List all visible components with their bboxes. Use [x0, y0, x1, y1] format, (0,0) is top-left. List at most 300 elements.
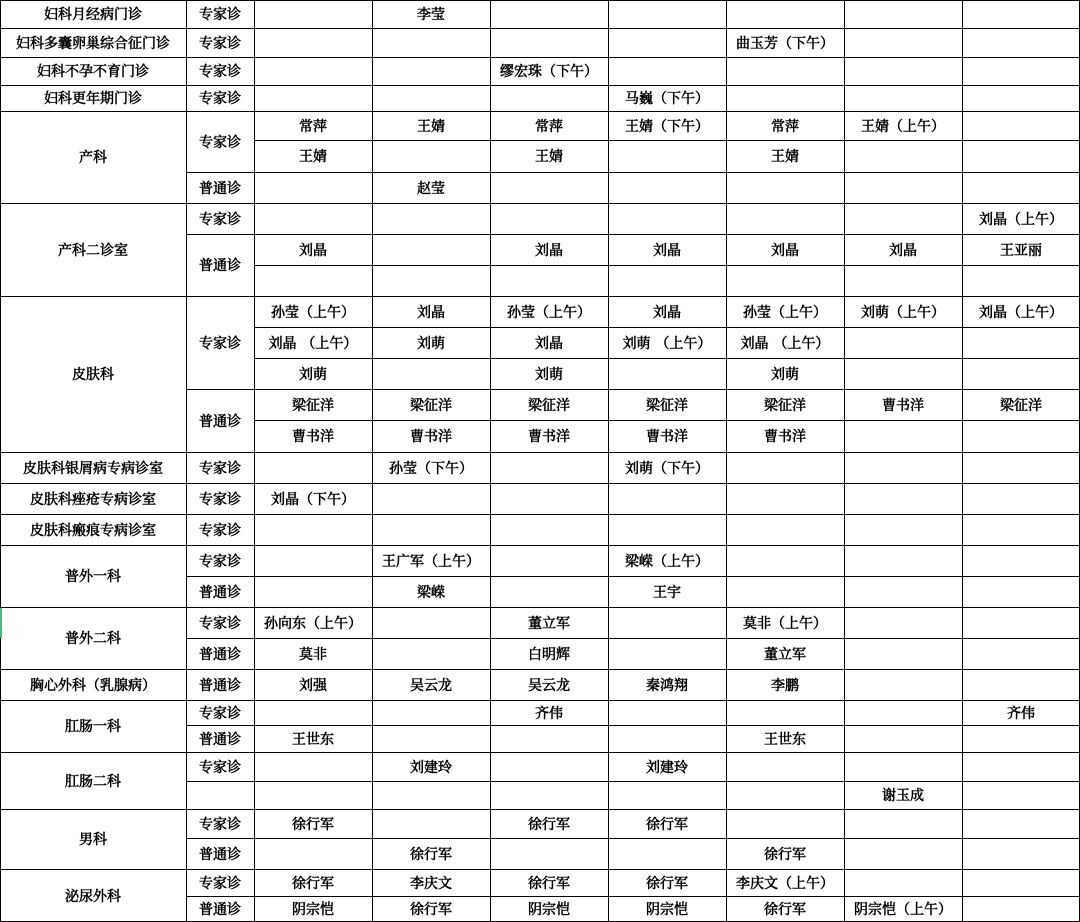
- doctor-cell: [726, 514, 844, 545]
- doctor-cell: 常萍: [299, 118, 327, 135]
- doctor-cell: [844, 140, 962, 172]
- doctor-cell: [608, 607, 726, 638]
- clinic-type-cell: 普通诊: [199, 846, 241, 863]
- doctor-cell: [844, 514, 962, 545]
- doctor-cell: [962, 896, 1080, 922]
- doctor-cell: [726, 700, 844, 725]
- grid-line: [186, 838, 1080, 839]
- doctor-cell: [608, 28, 726, 57]
- doctor-cell: [608, 203, 726, 234]
- clinic-type-cell: 专家诊: [199, 553, 241, 570]
- doctor-cell: [372, 700, 490, 725]
- grid-line: [0, 85, 1080, 86]
- doctor-cell: [844, 420, 962, 452]
- doctor-cell: 梁征洋: [292, 397, 334, 414]
- doctor-cell: [844, 638, 962, 669]
- grid-line: [0, 28, 1080, 29]
- department-cell: 皮肤科: [72, 367, 114, 383]
- doctor-cell: [844, 669, 962, 700]
- doctor-cell: 孙莹（下午）: [389, 460, 473, 477]
- doctor-cell: 缪宏珠（下午）: [500, 64, 598, 80]
- clinic-type-cell: 专家诊: [199, 335, 241, 352]
- doctor-cell: [372, 514, 490, 545]
- grid-line: [844, 0, 845, 922]
- grid-line: [0, 452, 1080, 453]
- clinic-type-cell: 专家诊: [199, 875, 241, 892]
- doctor-cell: [490, 452, 608, 483]
- doctor-cell: [726, 809, 844, 838]
- doctor-cell: [372, 725, 490, 752]
- doctor-cell: [372, 607, 490, 638]
- doctor-cell: [726, 452, 844, 483]
- doctor-cell: [962, 327, 1080, 358]
- doctor-cell: [726, 781, 844, 809]
- doctor-cell: [962, 576, 1080, 607]
- doctor-cell: 白明辉: [528, 646, 570, 663]
- clinic-type-cell: 专家诊: [199, 816, 241, 833]
- doctor-cell: [490, 0, 608, 28]
- doctor-cell: [844, 172, 962, 203]
- grid-line: [186, 172, 1080, 173]
- doctor-cell: [962, 420, 1080, 452]
- department-cell: 胸心外科（乳腺病）: [30, 677, 156, 694]
- doctor-cell: [608, 725, 726, 752]
- doctor-cell: [254, 781, 372, 809]
- doctor-cell: [490, 28, 608, 57]
- grid-line: [0, 0, 1, 922]
- doctor-cell: 刘晶: [653, 242, 681, 259]
- doctor-cell: [490, 545, 608, 576]
- doctor-cell: [844, 752, 962, 781]
- clinic-type-cell: 专家诊: [199, 91, 241, 107]
- doctor-cell: [844, 327, 962, 358]
- doctor-cell: [608, 838, 726, 869]
- doctor-cell: [962, 111, 1080, 140]
- grid-line: [490, 0, 491, 922]
- clinic-type-cell: 专家诊: [199, 522, 241, 539]
- doctor-cell: 王亚丽: [1000, 242, 1042, 259]
- doctor-cell: 刘强: [299, 677, 327, 694]
- grid-line: [254, 0, 255, 922]
- doctor-cell: [608, 358, 726, 389]
- doctor-cell: [372, 265, 490, 296]
- clinic-type-cell: 专家诊: [199, 460, 241, 477]
- doctor-cell: [372, 85, 490, 111]
- doctor-cell: [608, 172, 726, 203]
- doctor-cell: [254, 838, 372, 869]
- doctor-cell: [962, 28, 1080, 57]
- doctor-cell: 谢玉成: [882, 788, 924, 804]
- doctor-cell: 李鹏: [771, 677, 799, 694]
- doctor-cell: 徐行军: [646, 875, 688, 892]
- doctor-cell: 齐伟: [535, 705, 563, 722]
- doctor-cell: 徐行军: [646, 816, 688, 833]
- doctor-cell: 徐行军: [292, 875, 334, 892]
- grid-line: [0, 514, 1080, 515]
- doctor-cell: [962, 545, 1080, 576]
- doctor-cell: 刘萌: [417, 335, 445, 352]
- doctor-cell: 王婧: [535, 149, 563, 165]
- doctor-cell: [962, 607, 1080, 638]
- doctor-cell: [490, 781, 608, 809]
- doctor-cell: 曲玉芳（下午）: [736, 35, 834, 52]
- doctor-cell: [962, 85, 1080, 111]
- clinic-type-cell: 普通诊: [199, 677, 241, 694]
- department-cell: 肛肠一科: [65, 719, 121, 735]
- doctor-cell: [962, 838, 1080, 869]
- doctor-cell: 徐行军: [528, 875, 570, 892]
- doctor-cell: [372, 638, 490, 669]
- grid-line: [0, 111, 1080, 112]
- doctor-cell: [490, 514, 608, 545]
- clinic-type-cell: 普通诊: [199, 584, 241, 601]
- doctor-cell: 徐行军: [528, 816, 570, 833]
- doctor-cell: 王世东: [292, 731, 334, 748]
- department-cell: 妇科不孕不育门诊: [37, 64, 149, 80]
- doctor-cell: 李庆文: [410, 875, 452, 892]
- doctor-cell: 孙莹（上午）: [271, 304, 355, 321]
- doctor-cell: [844, 0, 962, 28]
- doctor-cell: 孙莹（上午）: [743, 304, 827, 321]
- grid-line: [608, 0, 609, 922]
- doctor-cell: 董立军: [764, 646, 806, 663]
- doctor-cell: [962, 265, 1080, 296]
- doctor-cell: [844, 265, 962, 296]
- doctor-cell: 孙莹（上午）: [507, 304, 591, 321]
- doctor-cell: [962, 452, 1080, 483]
- department-cell: 产科: [79, 150, 107, 166]
- doctor-cell: 刘晶: [535, 335, 563, 352]
- doctor-cell: [254, 545, 372, 576]
- department-cell: 妇科月经病门诊: [44, 7, 142, 23]
- doctor-cell: [254, 203, 372, 234]
- doctor-cell: [608, 781, 726, 809]
- doctor-cell: 刘晶（上午）: [979, 211, 1063, 228]
- doctor-cell: [490, 576, 608, 607]
- doctor-cell: [490, 483, 608, 514]
- doctor-cell: [962, 869, 1080, 896]
- doctor-cell: [608, 483, 726, 514]
- doctor-cell: [254, 28, 372, 57]
- doctor-cell: [608, 265, 726, 296]
- doctor-cell: [372, 781, 490, 809]
- doctor-cell: [962, 514, 1080, 545]
- doctor-cell: 阴宗恺: [528, 902, 570, 918]
- doctor-cell: 阴宗恺: [292, 902, 334, 918]
- grid-line: [186, 781, 1080, 782]
- doctor-cell: [844, 203, 962, 234]
- department-cell: 皮肤科痤疮专病诊室: [30, 491, 156, 508]
- doctor-cell: 阴宗恺: [646, 902, 688, 918]
- doctor-cell: [844, 607, 962, 638]
- doctor-cell: [844, 869, 962, 896]
- doctor-cell: [254, 265, 372, 296]
- clinic-type-cell: 普通诊: [199, 646, 241, 663]
- doctor-cell: 梁嵘（上午）: [625, 553, 709, 570]
- clinic-type-cell: 专家诊: [199, 35, 241, 52]
- doctor-cell: [372, 140, 490, 172]
- doctor-cell: 刘晶: [417, 304, 445, 321]
- doctor-cell: [844, 85, 962, 111]
- doctor-cell: [726, 172, 844, 203]
- doctor-cell: 徐行军: [410, 902, 452, 918]
- doctor-cell: [962, 140, 1080, 172]
- doctor-cell: 李莹: [417, 7, 445, 23]
- doctor-cell: 孙向东（上午）: [264, 615, 362, 632]
- doctor-cell: [490, 752, 608, 781]
- doctor-cell: [844, 838, 962, 869]
- grid-line: [0, 483, 1080, 484]
- doctor-cell: 莫非: [299, 646, 327, 663]
- doctor-cell: [962, 781, 1080, 809]
- grid-line: [186, 896, 1080, 897]
- doctor-cell: [962, 172, 1080, 203]
- department-cell: 男科: [79, 832, 107, 848]
- grid-line: [0, 607, 1080, 608]
- doctor-cell: [372, 483, 490, 514]
- doctor-cell: 王婧（上午）: [861, 118, 945, 135]
- doctor-cell: 李庆文（上午）: [736, 875, 834, 892]
- doctor-cell: [608, 638, 726, 669]
- clinic-type-cell: 专家诊: [199, 211, 241, 228]
- doctor-cell: 常萍: [771, 118, 799, 135]
- doctor-cell: [490, 265, 608, 296]
- doctor-cell: [608, 514, 726, 545]
- doctor-cell: [254, 85, 372, 111]
- clinic-type-cell: 普通诊: [199, 413, 241, 430]
- grid-line: [254, 327, 1080, 328]
- doctor-cell: [490, 838, 608, 869]
- clinic-type-cell: 专家诊: [199, 134, 241, 151]
- doctor-cell: 梁征洋: [1000, 397, 1042, 414]
- doctor-cell: 阴宗恺（上午）: [854, 902, 952, 918]
- doctor-cell: [726, 752, 844, 781]
- doctor-cell: [372, 234, 490, 265]
- doctor-cell: [844, 483, 962, 514]
- grid-line: [254, 420, 1080, 421]
- grid-line: [0, 57, 1080, 58]
- doctor-cell: [962, 669, 1080, 700]
- doctor-cell: [726, 483, 844, 514]
- doctor-cell: 刘晶 （上午）: [740, 335, 830, 352]
- department-cell: 泌尿外科: [65, 888, 121, 905]
- doctor-cell: [726, 57, 844, 85]
- doctor-cell: 梁征洋: [410, 397, 452, 414]
- doctor-cell: 齐伟: [1007, 705, 1035, 722]
- doctor-cell: 王宇: [653, 584, 681, 601]
- clinic-type-cell: 普通诊: [199, 258, 241, 274]
- doctor-cell: [962, 638, 1080, 669]
- grid-line: [0, 869, 1080, 870]
- clinic-type-cell: 普通诊: [199, 902, 241, 918]
- doctor-cell: 刘晶: [653, 304, 681, 321]
- doctor-cell: 曹书洋: [528, 429, 570, 445]
- doctor-cell: 马巍（下午）: [625, 91, 709, 107]
- doctor-cell: 梁征洋: [764, 397, 806, 414]
- doctor-cell: [962, 57, 1080, 85]
- doctor-cell: [254, 0, 372, 28]
- doctor-cell: 刘萌（上午）: [861, 304, 945, 321]
- doctor-cell: 刘萌: [299, 366, 327, 383]
- doctor-cell: 吴云龙: [410, 677, 452, 694]
- doctor-cell: 梁征洋: [528, 397, 570, 414]
- grid-line: [186, 725, 1080, 726]
- doctor-cell: [844, 725, 962, 752]
- doctor-cell: 王广军（上午）: [382, 553, 480, 570]
- doctor-cell: 梁嵘: [417, 584, 445, 601]
- doctor-cell: [844, 28, 962, 57]
- grid-line: [0, 296, 1080, 297]
- grid-line: [0, 0, 1080, 1]
- doctor-cell: [254, 172, 372, 203]
- grid-line: [254, 140, 1080, 141]
- doctor-cell: 刘晶 （上午）: [268, 335, 358, 352]
- doctor-cell: 莫非（上午）: [743, 615, 827, 632]
- department-cell: 普外一科: [65, 569, 121, 585]
- doctor-cell: 刘晶: [299, 242, 327, 259]
- doctor-cell: [608, 700, 726, 725]
- grid-line: [0, 809, 1080, 810]
- doctor-cell: 刘晶: [889, 242, 917, 259]
- grid-line: [186, 576, 1080, 577]
- doctor-cell: [726, 265, 844, 296]
- doctor-cell: [608, 57, 726, 85]
- doctor-cell: 曹书洋: [882, 397, 924, 414]
- doctor-cell: 董立军: [528, 615, 570, 632]
- doctor-cell: [608, 0, 726, 28]
- department-cell: 妇科多囊卵巢综合征门诊: [16, 35, 170, 52]
- doctor-cell: 曹书洋: [292, 429, 334, 445]
- doctor-cell: [844, 700, 962, 725]
- grid-line: [186, 234, 1080, 235]
- clinic-type-cell: 专家诊: [199, 491, 241, 508]
- clinic-type-cell: 专家诊: [199, 7, 241, 23]
- doctor-cell: 刘萌: [771, 366, 799, 383]
- doctor-cell: 王婧: [417, 118, 445, 135]
- doctor-cell: [962, 0, 1080, 28]
- doctor-cell: 刘萌（下午）: [625, 460, 709, 477]
- doctor-cell: 徐行军: [764, 846, 806, 863]
- grid-line: [0, 752, 1080, 753]
- grid-line: [254, 358, 1080, 359]
- department-cell: 皮肤科瘢痕专病诊室: [30, 522, 156, 539]
- doctor-cell: 王婧（下午）: [625, 118, 709, 135]
- doctor-cell: [372, 28, 490, 57]
- doctor-cell: [726, 576, 844, 607]
- doctor-cell: [844, 452, 962, 483]
- grid-line: [726, 0, 727, 922]
- doctor-cell: 徐行军: [292, 816, 334, 833]
- doctor-cell: 刘晶（上午）: [979, 304, 1063, 321]
- doctor-cell: 王婧: [299, 149, 327, 165]
- doctor-cell: [254, 514, 372, 545]
- grid-line: [0, 545, 1080, 546]
- clinic-type-cell: [186, 781, 254, 809]
- doctor-cell: 梁征洋: [646, 397, 688, 414]
- clinic-type-cell: 专家诊: [199, 64, 241, 80]
- doctor-cell: [490, 172, 608, 203]
- doctor-cell: 徐行军: [764, 902, 806, 918]
- doctor-cell: [962, 483, 1080, 514]
- doctor-cell: [490, 203, 608, 234]
- grid-line: [0, 669, 1080, 670]
- doctor-cell: [254, 700, 372, 725]
- grid-line: [0, 700, 1080, 701]
- doctor-cell: [254, 57, 372, 85]
- department-cell: 产科二诊室: [58, 242, 128, 259]
- doctor-cell: 王世东: [764, 731, 806, 748]
- grid-line: [0, 203, 1080, 204]
- grid-line: [186, 389, 1080, 390]
- clinic-type-cell: 专家诊: [199, 615, 241, 632]
- clinic-type-cell: 专家诊: [199, 705, 241, 722]
- doctor-cell: [372, 57, 490, 85]
- doctor-cell: [490, 725, 608, 752]
- department-cell: 普外二科: [65, 631, 121, 647]
- doctor-cell: 王婧: [771, 149, 799, 165]
- doctor-cell: [254, 452, 372, 483]
- doctor-cell: 曹书洋: [410, 429, 452, 445]
- doctor-cell: 曹书洋: [764, 429, 806, 445]
- doctor-cell: [254, 576, 372, 607]
- doctor-cell: [372, 203, 490, 234]
- doctor-cell: [726, 545, 844, 576]
- doctor-cell: [254, 752, 372, 781]
- doctor-cell: 赵莹: [417, 180, 445, 197]
- doctor-cell: [962, 725, 1080, 752]
- doctor-cell: 刘萌 （上午）: [622, 335, 712, 352]
- doctor-cell: 刘晶: [535, 242, 563, 259]
- department-cell: 肛肠二科: [65, 773, 121, 790]
- doctor-cell: 刘建玲: [646, 759, 688, 776]
- clinic-type-cell: 专家诊: [199, 759, 241, 776]
- doctor-cell: [726, 0, 844, 28]
- doctor-cell: 吴云龙: [528, 677, 570, 694]
- doctor-cell: [608, 140, 726, 172]
- doctor-cell: [844, 576, 962, 607]
- grid-line: [962, 0, 963, 922]
- grid-line: [254, 265, 1080, 266]
- grid-line: [186, 638, 1080, 639]
- doctor-cell: 刘萌: [535, 366, 563, 383]
- clinic-type-cell: 普通诊: [199, 180, 241, 197]
- clinic-type-cell: 普通诊: [199, 731, 241, 748]
- department-cell: 妇科更年期门诊: [44, 91, 142, 107]
- doctor-cell: 常萍: [535, 118, 563, 135]
- doctor-cell: [372, 809, 490, 838]
- doctor-cell: [844, 545, 962, 576]
- doctor-cell: [844, 809, 962, 838]
- doctor-cell: [726, 203, 844, 234]
- doctor-cell: [962, 358, 1080, 389]
- doctor-cell: [962, 809, 1080, 838]
- department-cell: 皮肤科银屑病专病诊室: [23, 460, 163, 477]
- doctor-cell: [726, 85, 844, 111]
- doctor-cell: 刘晶（下午）: [271, 491, 355, 508]
- doctor-cell: [962, 752, 1080, 781]
- row-marker: [0, 608, 2, 638]
- doctor-cell: [844, 358, 962, 389]
- grid-line: [372, 0, 373, 922]
- grid-line: [186, 0, 187, 922]
- doctor-cell: 刘建玲: [410, 759, 452, 776]
- doctor-cell: [844, 57, 962, 85]
- doctor-cell: [372, 358, 490, 389]
- doctor-cell: 曹书洋: [646, 429, 688, 445]
- doctor-cell: 刘晶: [771, 242, 799, 259]
- doctor-cell: 徐行军: [410, 846, 452, 863]
- doctor-cell: [490, 85, 608, 111]
